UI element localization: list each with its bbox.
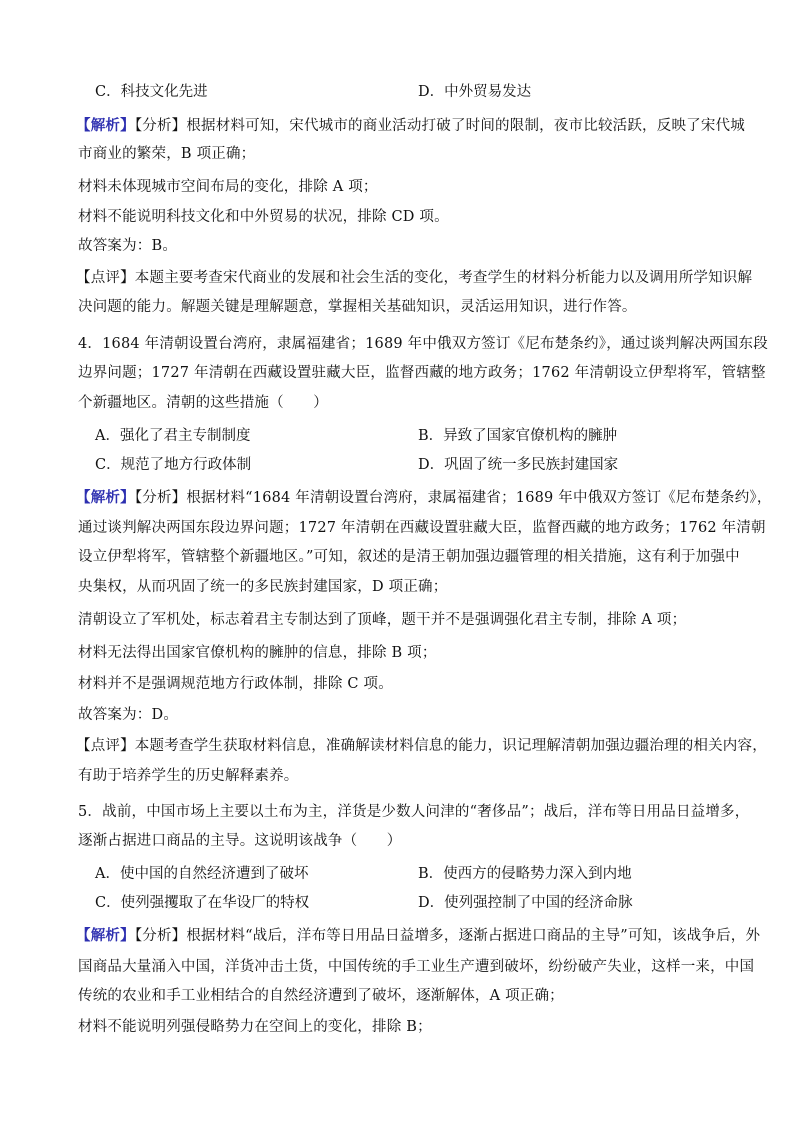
- q5-option-b: B．使西方的侵略势力深入到内地: [418, 866, 632, 882]
- analysis-tag: 【解析】: [76, 117, 135, 134]
- q4-comment-line-1: 【点评】本题考查学生获取材料信息，准确解读材料信息的能力，识记理解清朝加强边疆治理的相关内容，: [76, 738, 767, 754]
- q3-option-c: C．科技文化先进: [95, 84, 208, 100]
- q5-stem-line-2: 逐渐占据进口商品的主导。这说明该战争（ ）: [78, 833, 402, 849]
- q3-comment-line-1: 【点评】本题主要考查宋代商业的发展和社会生活的变化，考查学生的材料分析能力以及调用所学知识解: [76, 270, 753, 286]
- q5-analysis-line-1: 【解析】【分析】根据材料“战后，洋布等日用品日益增多，逐渐占据进口商品的主导”可知，该战争后，外: [76, 927, 761, 944]
- q5-analysis-line-3: 传统的农业和手工业相结合的自然经济遭到了破坏，逐渐解体，A 项正确；: [78, 988, 564, 1004]
- q5-option-c: C．使列强攫取了在华设厂的特权: [95, 895, 310, 911]
- q3-analysis-line-4: 材料不能说明科技文化和中外贸易的状况，排除 CD 项。: [78, 209, 449, 225]
- q4-option-c: C．规范了地方行政体制: [95, 457, 252, 473]
- q4-analysis-line-5: 清朝设立了军机处，标志着君主专制达到了顶峰，题干并不是强调强化君主专制，排除 A 项；: [78, 612, 687, 628]
- q4-analysis-line-7: 材料并不是强调规范地方行政体制，排除 C 项。: [78, 676, 393, 692]
- q4-analysis-line-1: 【解析】【分析】根据材料“1684 年清朝设置台湾府，隶属福建省；1689 年中俄双方签订《尼布楚条约》，: [76, 489, 772, 506]
- q4-option-a: A．强化了君主专制制度: [95, 428, 251, 444]
- q3-analysis-line-1: 【解析】【分析】根据材料可知，宋代城市的商业活动打破了时间的限制，夜市比较活跃，反映了宋代城: [76, 117, 745, 134]
- q5-option-d: D．使列强控制了中国的经济命脉: [418, 895, 633, 911]
- q4-option-b: B．异致了国家官僚机构的臃肿: [418, 428, 618, 444]
- q3-analysis-line-2: 市商业的繁荣，B 项正确；: [78, 146, 256, 162]
- q5-analysis-line-2: 国商品大量涌入中国，洋货冲击土货，中国传统的手工业生产遭到破坏，纷纷破产失业，这样一来，中国: [78, 959, 755, 975]
- q4-stem-line-2: 边界问题；1727 年清朝在西藏设置驻藏大臣，监督西藏的地方政务；1762 年清朝设立伊犁将军，管辖整: [78, 365, 766, 381]
- q4-stem-line-1: 4．1684 年清朝设置台湾府，隶属福建省；1689 年中俄双方签订《尼布楚条约》，通过谈判解决两国东段: [78, 336, 768, 352]
- q5-option-a: A．使中国的自然经济遭到了破坏: [95, 866, 309, 882]
- q5-analysis-line-4: 材料不能说明列强侵略势力在空间上的变化，排除 B；: [78, 1019, 432, 1035]
- q4-analysis-line-2: 通过谈判解决两国东段边界问题；1727 年清朝在西藏设置驻藏大臣，监督西藏的地方政务；1762 年清朝: [78, 520, 766, 536]
- q4-stem-line-3: 个新疆地区。清朝的这些措施（ ）: [78, 395, 328, 411]
- q3-comment-line-2: 决问题的能力。解题关键是理解题意，掌握相关基础知识，灵活运用知识，进行作答。: [78, 299, 637, 315]
- q4-analysis-line-3: 设立伊犁将军，管辖整个新疆地区。”可知，叙述的是清王朝加强边疆管理的相关措施，这有利于加强中: [78, 549, 740, 565]
- analysis-tag: 【解析】: [76, 927, 135, 944]
- q4-analysis-line-6: 材料无法得出国家官僚机构的臃肿的信息，排除 B 项；: [78, 645, 437, 661]
- q3-analysis-line-5: 故答案为：B。: [78, 238, 178, 254]
- q4-analysis-line-8: 故答案为：D。: [78, 707, 179, 723]
- analysis-tag: 【解析】: [76, 489, 135, 506]
- q5-stem-line-1: 5．战前，中国市场上主要以土布为主，洋货是少数人问津的“奢侈品”；战后，洋布等日用品日益增多，: [78, 804, 750, 820]
- q4-option-d: D．巩固了统一多民族封建国家: [418, 457, 619, 473]
- q4-comment-line-2: 有助于培养学生的历史解释素养。: [78, 768, 299, 784]
- q4-analysis-line-4: 央集权，从而巩固了统一的多民族封建国家，D 项正确；: [78, 579, 448, 595]
- q3-option-d: D．中外贸易发达: [418, 84, 532, 100]
- q3-analysis-line-3: 材料未体现城市空间布局的变化，排除 A 项；: [78, 179, 378, 195]
